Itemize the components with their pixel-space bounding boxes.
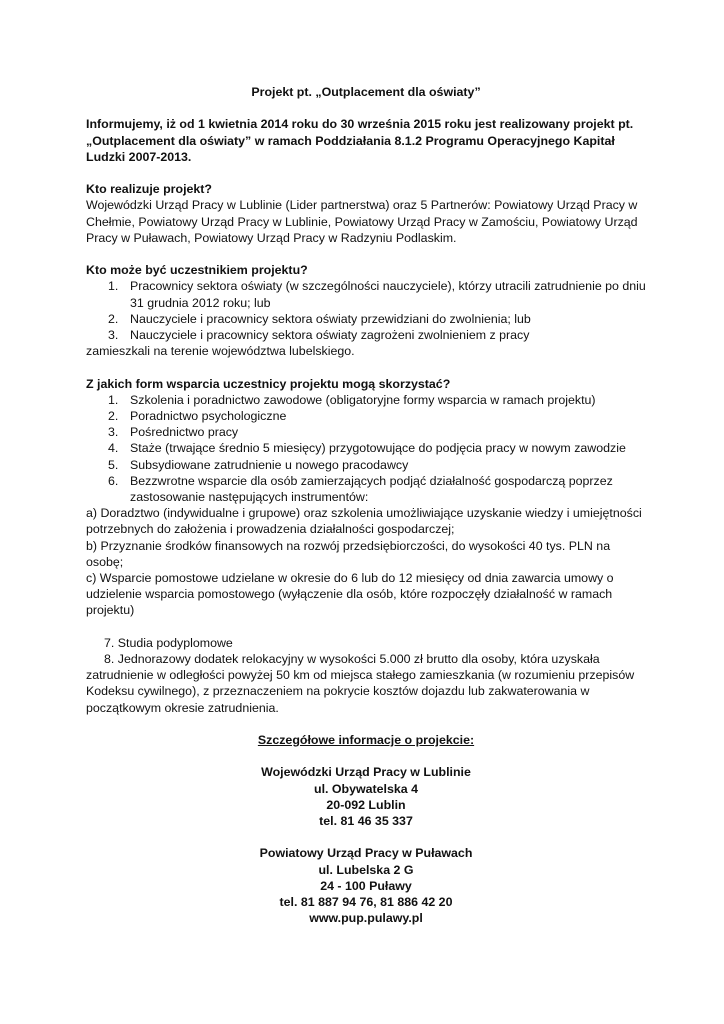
document-page	[86, 84, 646, 926]
list-number: 1.	[108, 392, 119, 407]
list-text: Staże (trwające średnio 5 miesięcy) przygotowujące do podjęcia pracy w nowym zawodzie	[130, 441, 626, 456]
office-phone: tel. 81 887 94 76, 81 886 42 20	[279, 895, 453, 910]
support-sub-b: b) Przyznanie środków finansowych na rozwój przedsiębiorczości, do wysokości 40 tys. PLN na osobę;	[86, 538, 611, 569]
office-city: 24 - 100 Puławy	[320, 878, 412, 893]
support-list	[86, 392, 646, 505]
list-item	[86, 457, 646, 473]
list-number: 3.	[108, 425, 119, 440]
support-item-8: 8. Jednorazowy dodatek relokacyjny w wysokości 5.000 zł brutto dla osoby, która uzyskała zatrudnienie w odległości powyżej 50 km od miejsca stałego zamieszkania (w rozumieniu przepisów Kodeksu cywilnego), z przeznaczeniem na pokrycie kosztów dojazdu lub zakwaterowania w początkowym okresie zatrudnienia.	[86, 652, 635, 715]
list-text: Nauczyciele i pracownicy sektora oświaty przewidziani do zwolnienia; lub	[130, 311, 531, 326]
list-number: 6.	[108, 473, 119, 488]
list-item	[86, 392, 646, 408]
office-website-link[interactable]: www.pup.pulawy.pl	[309, 911, 423, 926]
support-heading: Z jakich form wsparcia uczestnicy projektu mogą skorzystać?	[86, 376, 451, 391]
list-text: Szkolenia i poradnictwo zawodowe (obligatoryjne formy wsparcia w ramach projektu)	[130, 392, 596, 407]
office-wup-lublin	[86, 764, 646, 829]
list-text: Poradnictwo psychologiczne	[130, 409, 287, 423]
list-text: Nauczyciele i pracownicy sektora oświaty zagrożeni zwolnieniem z pracy	[130, 328, 530, 342]
intro-paragraph: Informujemy, iż od 1 kwietnia 2014 roku do 30 września 2015 roku jest realizowany projekt pt. „Outplacement dla oświaty” w ramach Poddziałania 8.1.2 Programu Operacyjnego Kapitał Ludzki 2007-2013.	[86, 117, 634, 164]
support-sub-a: a) Doradztwo (indywidualne i grupowe) oraz szkolenia umożliwiające uzyskanie wiedzy i umiejętności potrzebnych do założenia i prowadzenia działalności gospodarczej;	[86, 506, 642, 537]
list-item	[86, 424, 646, 440]
list-number: 4.	[108, 441, 119, 456]
participants-tail: zamieszkali na terenie województwa lubelskiego.	[86, 344, 355, 359]
who-heading: Kto realizuje projekt?	[86, 182, 212, 197]
list-item	[86, 278, 646, 310]
support-item-7: 7. Studia podyplomowe	[104, 635, 233, 650]
list-number: 3.	[108, 328, 119, 342]
list-item	[86, 311, 646, 327]
list-text: Subsydiowane zatrudnienie u nowego pracodawcy	[130, 457, 409, 472]
support-sub-c: c) Wsparcie pomostowe udzielane w okresie do 6 lub do 12 miesięcy od dnia zawarcia umowy o udzielenie wsparcia pomostowego (wyłączenie dla osób, które rozpoczęły działalność w ramach projektu)	[86, 571, 614, 618]
list-text: Pracownicy sektora oświaty (w szczególności nauczyciele), którzy utracili zatrudnienie po dniu 31 grudnia 2012 roku; lub	[130, 279, 646, 310]
list-item	[86, 408, 646, 424]
list-item	[86, 473, 646, 505]
office-name: Powiatowy Urząd Pracy w Puławach	[259, 846, 473, 861]
details-heading: Szczegółowe informacje o projekcie:	[257, 733, 475, 748]
office-name: Wojewódzki Urząd Pracy w Lublinie	[261, 765, 471, 780]
list-number: 1.	[108, 279, 119, 294]
participants-list	[86, 278, 646, 343]
list-text: Pośrednictwo pracy	[130, 425, 239, 440]
participants-heading: Kto może być uczestnikiem projektu?	[86, 263, 308, 278]
list-item	[86, 327, 646, 343]
list-text: Bezzwrotne wsparcie dla osób zamierzających podjąć działalność gospodarczą poprzez zastosowanie następujących instrumentów:	[130, 473, 613, 505]
office-street: ul. Obywatelska 4	[314, 781, 418, 796]
office-pup-pulawy	[86, 845, 646, 926]
list-number: 2.	[108, 409, 119, 423]
office-city: 20-092 Lublin	[326, 797, 406, 812]
list-number: 5.	[108, 457, 119, 472]
list-number: 2.	[108, 311, 119, 326]
who-text: Wojewódzki Urząd Pracy w Lublinie (Lider partnerstwa) oraz 5 Partnerów: Powiatowy Urząd Pracy w Chełmie, Powiatowy Urząd Pracy w Lublinie, Powiatowy Urząd Pracy w Zamościu, Powiatowy Urząd Pracy w Puławach, Powiatowy Urząd Pracy w Radzyniu Podlaskim.	[86, 198, 638, 245]
office-street: ul. Lubelska 2 G	[318, 862, 414, 877]
list-item	[86, 440, 646, 456]
office-phone: tel. 81 46 35 337	[319, 814, 413, 829]
document-title: Projekt pt. „Outplacement dla oświaty”	[251, 85, 481, 99]
